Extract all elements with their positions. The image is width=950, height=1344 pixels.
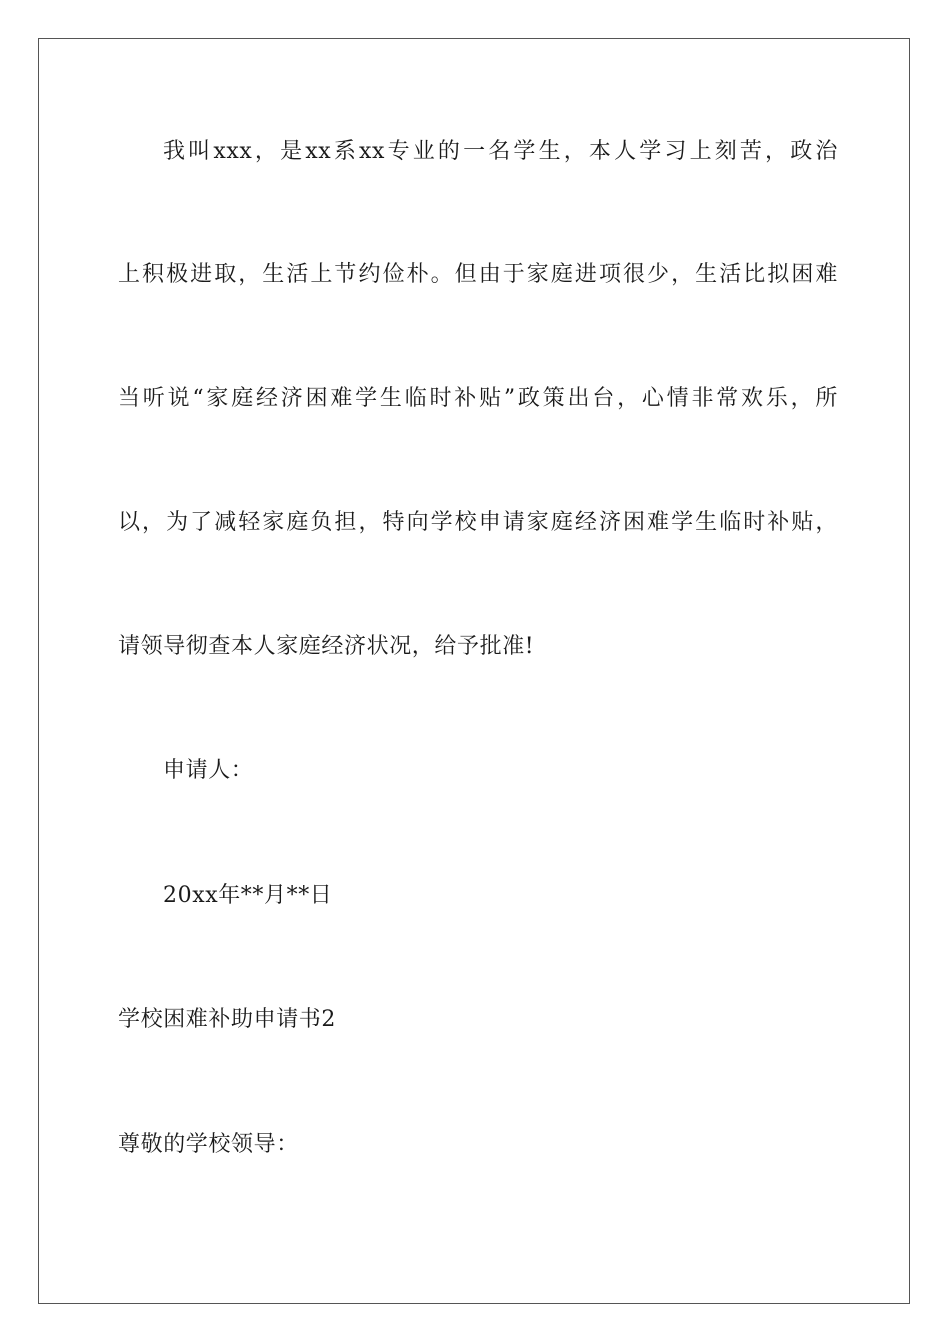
- paragraph-line-5: 请领导彻查本人家庭经济状况，给予批准!: [118, 634, 535, 659]
- paragraph-line-1: 我叫xxx，是xx系xx专业的一名学生，本人学习上刻苦，政治: [163, 139, 838, 164]
- section-title: 学校困难补助申请书2: [118, 1007, 336, 1032]
- paragraph-line-4: 以，为了减轻家庭负担，特向学校申请家庭经济困难学生临时补贴，: [118, 510, 838, 535]
- signature-label: 申请人：: [163, 758, 254, 783]
- page-border: [38, 38, 910, 1304]
- paragraph-line-3: 当听说“家庭经济困难学生临时补贴”政策出台，心情非常欢乐，所: [118, 386, 838, 411]
- paragraph-line-2: 上积极进取，生活上节约俭朴。但由于家庭进项很少，生活比拟困难: [118, 262, 838, 287]
- date-line: 20xx年**月**日: [163, 883, 333, 908]
- salutation: 尊敬的学校领导：: [118, 1132, 299, 1157]
